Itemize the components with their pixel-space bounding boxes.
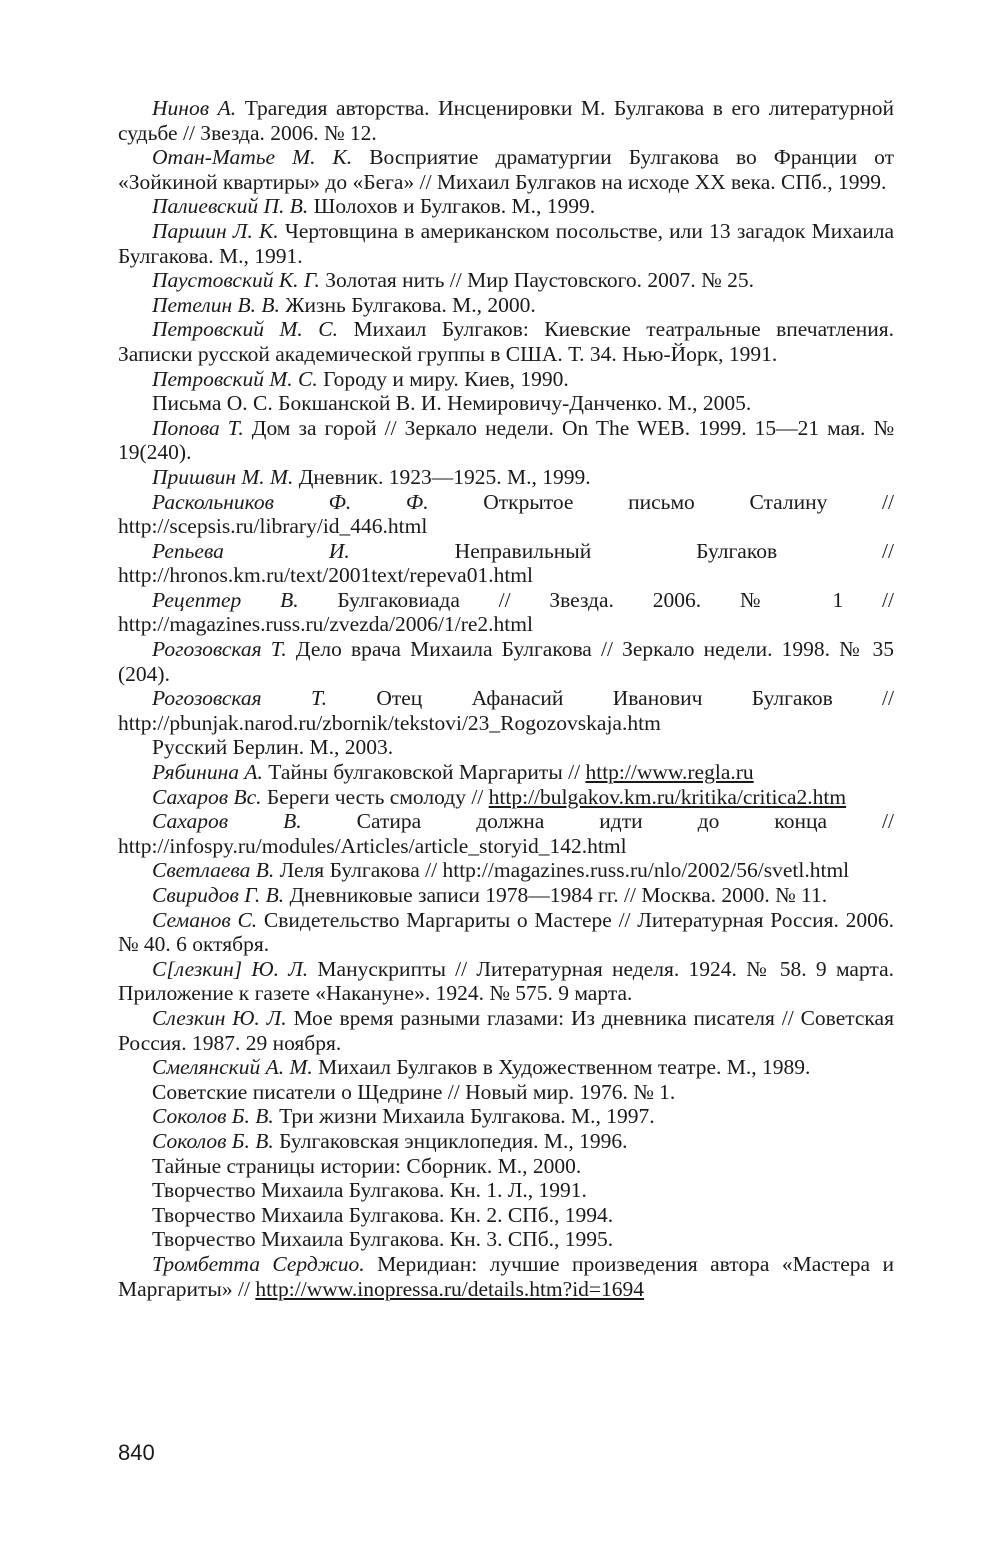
entry-text: Тайны булгаковской Маргариты // — [262, 760, 586, 785]
bibliography-entry — [118, 858, 894, 883]
bibliography-entry — [118, 1252, 894, 1301]
entry-text: Русский Берлин. М., 2003. — [152, 735, 394, 760]
entry-author: Рябинина А. — [152, 760, 263, 785]
entry-author: Свиридов Г. В. — [152, 883, 285, 907]
bibliography-entry — [118, 391, 894, 416]
entry-author: Пришвин М. М. — [152, 464, 294, 489]
bibliography-entry — [118, 1178, 894, 1203]
bibliography-entry — [118, 219, 894, 268]
entry-text: Леля Булгакова // http://magazines.russ.ru/nlo/2002/56/svetl.html — [274, 858, 850, 883]
bibliography-entry — [118, 1006, 894, 1055]
entry-text: Творчество Михаила Булгакова. Кн. 3. СПб., 1995. — [152, 1227, 614, 1252]
entry-author: Светлаева В. — [152, 858, 275, 883]
bibliography-entry — [118, 465, 894, 490]
entry-text: Манускрипты // Литературная неделя. 1924. № 58. 9 марта. Приложение к газете «Накануне». 1924. № 575. 9 марта. — [118, 956, 894, 1006]
entry-author: Репьева И. — [152, 538, 350, 563]
entry-author: Слезкин Ю. Л. — [152, 1005, 287, 1030]
entry-author: Паустовский К. Г. — [152, 268, 320, 293]
bibliography-entry — [118, 194, 894, 219]
entry-author: Рогозовская Т. — [152, 686, 327, 711]
entry-author: Нинов А. — [152, 96, 237, 120]
bibliography-entry — [118, 1055, 894, 1080]
entry-link[interactable]: http://bulgakov.km.ru/kritika/critica2.htm — [488, 784, 847, 809]
bibliography-entry — [118, 1129, 894, 1154]
entry-text: Михаил Булгаков в Художественном театре. М., 1989. — [312, 1055, 811, 1080]
entry-author: Раскольников Ф. Ф. — [152, 489, 429, 514]
entry-text: Шолохов и Булгаков. М., 1999. — [308, 194, 596, 219]
bibliography-entry — [118, 490, 894, 539]
entry-link[interactable]: http://www.inopressa.ru/details.htm?id=1694 — [255, 1276, 645, 1301]
bibliography-entry — [118, 1104, 894, 1129]
bibliography-list — [118, 96, 894, 1301]
entry-author: Рецептер В. — [152, 587, 299, 612]
entry-author: Петровский М. С. — [152, 317, 338, 342]
entry-author: Соколов Б. В. — [152, 1104, 274, 1129]
bibliography-entry — [118, 957, 894, 1006]
entry-text: Жизнь Булгакова. М., 2000. — [279, 292, 536, 317]
bibliography-entry — [118, 145, 894, 194]
bibliography-entry — [118, 96, 894, 145]
bibliography-entry — [118, 293, 894, 318]
page-number: 840 — [118, 1440, 155, 1465]
entry-author: Соколов Б. В. — [152, 1128, 274, 1153]
entry-text: Дневник. 1923—1925. М., 1999. — [293, 464, 591, 489]
entry-text: Булгаковиада // Звезда. 2006. № 1 // http://magazines.russ.ru/zvezda/2006/1/re2.html — [118, 587, 894, 637]
bibliography-entry — [118, 785, 894, 810]
bibliography-entry — [118, 809, 894, 858]
entry-text: Береги честь смолоду // — [261, 784, 489, 809]
entry-author: Сахаров Вс. — [152, 784, 262, 809]
entry-text: Тайные страницы истории: Сборник. М., 2000. — [152, 1153, 582, 1178]
bibliography-entry — [118, 908, 894, 957]
entry-author: С[лезкин] Ю. Л. — [152, 956, 309, 981]
entry-author: Петровский М. С. — [152, 366, 318, 391]
bibliography-entry — [118, 883, 894, 908]
entry-author: Петелин В. В. — [152, 292, 280, 317]
bibliography-entry — [118, 1080, 894, 1105]
bibliography-entry — [118, 1203, 894, 1228]
bibliography-entry — [118, 317, 894, 366]
entry-text: Дом за горой // Зеркало недели. On The WEB. 1999. 15—21 мая. № 19(240). — [118, 415, 894, 465]
entry-text: Письма О. С. Бокшанской В. И. Немировичу-Данченко. М., 2005. — [152, 391, 752, 416]
entry-text: Отец Афанасий Иванович Булгаков // http://pbunjak.narod.ru/zbornik/tekstovi/23_Rogozovskaja.htm — [118, 686, 895, 735]
entry-text: Сатира должна идти до конца // http://infospy.ru/modules/Articles/article_storyid_142.html — [118, 809, 894, 858]
entry-text: Свидетельство Маргариты о Мастере // Литературная Россия. 2006. № 40. 6 октября. — [118, 907, 894, 957]
entry-author: Паршин Л. К. — [152, 218, 279, 243]
bibliography-entry — [118, 268, 894, 293]
entry-text: Восприятие драматургии Булгакова во Франции от «Зойкиной квартиры» до «Бега» // Михаил Булгаков на исходе XX века. СПб., 1999. — [118, 145, 894, 194]
entry-text: Чертовщина в американском посольстве, или 13 загадок Михаила Булгакова. М., 1991. — [118, 218, 894, 268]
entry-text: Три жизни Михаила Булгакова. М., 1997. — [273, 1104, 655, 1129]
entry-text: Советские писатели о Щедрине // Новый мир. 1976. № 1. — [152, 1079, 676, 1104]
bibliography-entry — [118, 760, 894, 785]
entry-text: Дневниковые записи 1978—1984 гг. // Москва. 2000. № 11. — [284, 883, 828, 907]
entry-author: Смелянский А. М. — [152, 1055, 313, 1080]
entry-author: Тромбетта Серджио. — [152, 1251, 365, 1276]
bibliography-entry — [118, 416, 894, 465]
bibliography-entry — [118, 637, 894, 686]
entry-author: Сахаров В. — [152, 809, 302, 834]
bibliography-entry — [118, 588, 894, 637]
entry-text: Дело врача Михаила Булгакова // Зеркало недели. 1998. № 35 (204). — [118, 637, 895, 686]
entry-text: Городу и миру. Киев, 1990. — [317, 366, 569, 391]
entry-author: Отан-Матье М. К. — [152, 145, 353, 170]
entry-text: Открытое письмо Сталину // http://scepsis.ru/library/id_446.html — [118, 489, 894, 539]
entry-author: Палиевский П. В. — [152, 194, 309, 219]
entry-text: Меридиан: лучшие произведения автора «Мастера и Маргариты» // — [118, 1251, 894, 1301]
entry-text: Золотая нить // Мир Паустовского. 2007. № 25. — [319, 268, 754, 293]
entry-text: Булгаковская энциклопедия. М., 1996. — [273, 1128, 628, 1153]
entry-author: Рогозовская Т. — [152, 637, 287, 662]
bibliography-entry — [118, 686, 894, 735]
entry-link[interactable]: http://www.regla.ru — [585, 760, 754, 785]
bibliography-entry — [118, 1227, 894, 1252]
entry-text: Творчество Михаила Булгакова. Кн. 1. Л., 1991. — [152, 1178, 587, 1203]
bibliography-entry — [118, 367, 894, 392]
entry-author: Попова Т. — [152, 415, 244, 440]
bibliography-entry — [118, 735, 894, 760]
bibliography-entry — [118, 1154, 894, 1179]
entry-text: Мое время разными глазами: Из дневника писателя // Советская Россия. 1987. 29 ноября. — [118, 1005, 894, 1055]
entry-author: Семанов С. — [152, 907, 258, 932]
bibliography-entry — [118, 539, 894, 588]
entry-text: Творчество Михаила Булгакова. Кн. 2. СПб., 1994. — [152, 1202, 614, 1227]
entry-text: Неправильный Булгаков // http://hronos.km.ru/text/2001text/repeva01.html — [118, 538, 894, 588]
entry-text: Трагедия авторства. Инсценировки М. Булгакова в его литературной судьбе // Звезда. 2006. № 12. — [118, 96, 894, 145]
entry-text: Михаил Булгаков: Киевские театральные впечатления. Записки русской академической группы в США. Т. 34. Нью-Йорк, 1991. — [118, 317, 894, 366]
